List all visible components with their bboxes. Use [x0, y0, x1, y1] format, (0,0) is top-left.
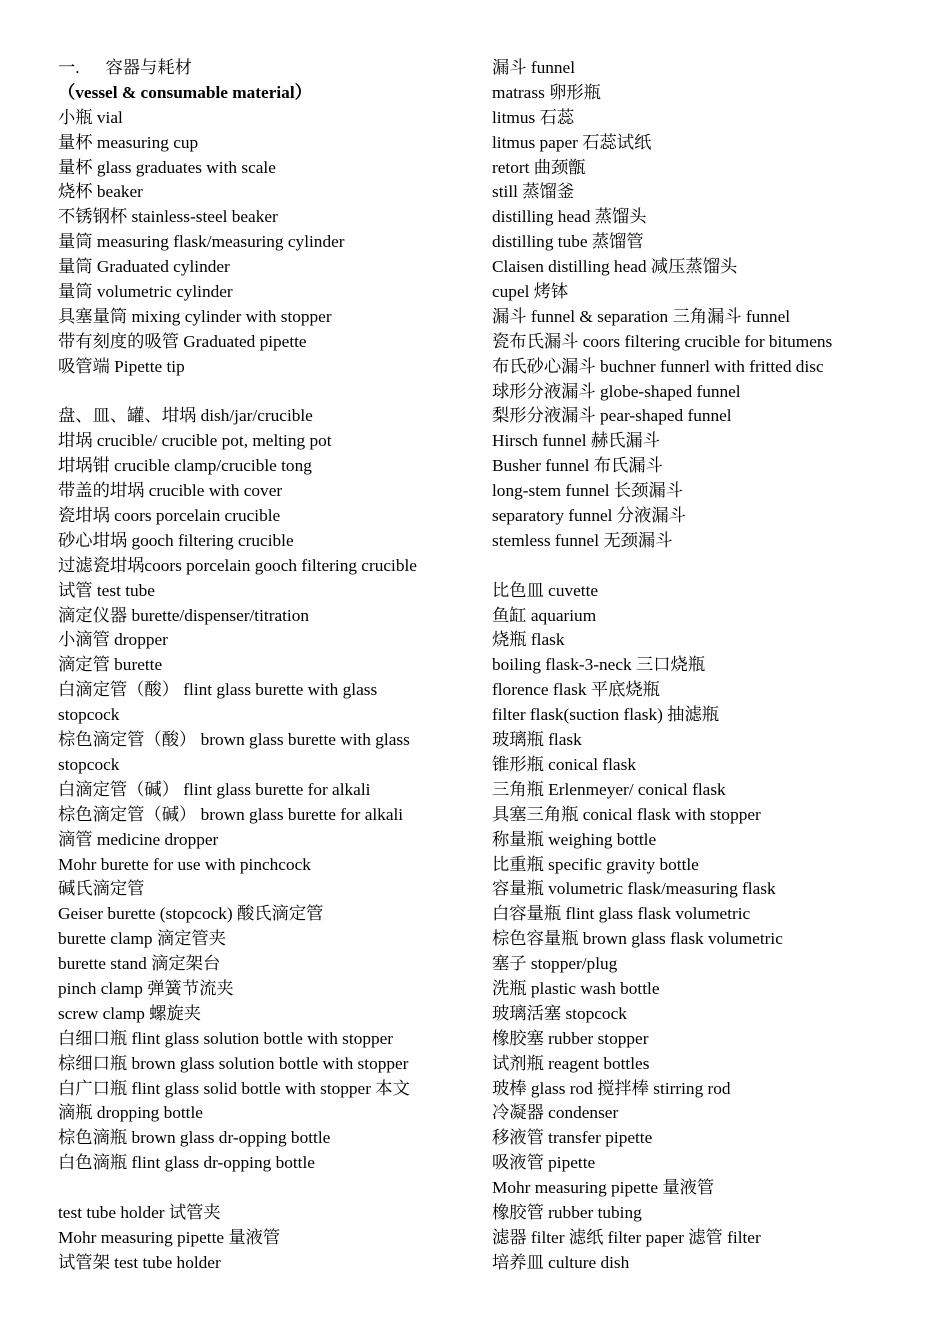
blank-line	[58, 1176, 470, 1201]
glossary-entry: distilling tube 蒸馏管	[492, 232, 644, 252]
glossary-entry: 吸管端 Pipette tip	[58, 356, 185, 376]
glossary-entry: 塞子 stopper/plug	[492, 954, 618, 974]
glossary-entry: filter flask(suction flask) 抽滤瓶	[492, 705, 720, 725]
glossary-entry: 盘、皿、罐、坩埚 dish/jar/crucible	[58, 406, 313, 426]
glossary-entry: 带盖的坩埚 crucible with cover	[58, 481, 283, 501]
glossary-entry: 球形分液漏斗 globe-shaped funnel	[492, 381, 741, 401]
glossary-entry: Hirsch funnel 赫氏漏斗	[492, 431, 660, 451]
glossary-entry: 玻璃瓶 flask	[492, 730, 582, 750]
glossary-entry: 小瓶 vial	[58, 107, 123, 127]
glossary-entry: long-stem funnel 长颈漏斗	[492, 481, 684, 501]
glossary-entry: 烧杯 beaker	[58, 182, 143, 202]
glossary-entry: 试管 test tube	[58, 580, 155, 600]
glossary-entry: pinch clamp 弹簧节流夹	[58, 978, 234, 998]
glossary-entry: screw clamp 螺旋夹	[58, 1003, 202, 1023]
glossary-entry: 棕细口瓶 brown glass solution bottle with stopper	[58, 1053, 409, 1073]
glossary-entry: retort 曲颈甑	[492, 157, 586, 177]
glossary-entry: 白滴定管（酸） flint glass burette with glass	[58, 680, 378, 700]
glossary-entry: 量杯 glass graduates with scale	[58, 157, 276, 177]
glossary-entry: 量杯 measuring cup	[58, 132, 199, 152]
glossary-entry: 玻璃活塞 stopcock	[492, 1003, 627, 1023]
glossary-entry: 梨形分液漏斗 pear-shaped funnel	[492, 406, 732, 426]
glossary-entry: Mohr burette for use with pinchcock	[58, 854, 311, 874]
glossary-entry: 漏斗 funnel	[492, 58, 576, 77]
glossary-entry: 棕色容量瓶 brown glass flask volumetric	[492, 929, 783, 949]
glossary-entry: 量筒 volumetric cylinder	[58, 282, 233, 302]
glossary-entry: Mohr measuring pipette 量液管	[58, 1227, 281, 1247]
blank-line	[492, 554, 937, 579]
glossary-entry: boiling flask-3-neck 三口烧瓶	[492, 655, 706, 675]
glossary-entry: 白色滴瓶 flint glass dr-opping bottle	[58, 1153, 315, 1173]
glossary-entry: 布氏砂心漏斗 buchner funnerl with fritted disc	[492, 356, 824, 376]
glossary-entry: Busher funnel 布氏漏斗	[492, 456, 663, 476]
blank-line	[58, 380, 470, 405]
glossary-entry: 碱氏滴定管	[58, 879, 145, 899]
glossary-entry: Geiser burette (stopcock) 酸氏滴定管	[58, 904, 324, 924]
glossary-entry: burette clamp 滴定管夹	[58, 929, 226, 949]
glossary-entry: 坩埚钳 crucible clamp/crucible tong	[58, 456, 312, 476]
glossary-entry: 橡胶塞 rubber stopper	[492, 1028, 649, 1048]
glossary-entry: 滴定管 burette	[58, 655, 163, 675]
glossary-entry: 白容量瓶 flint glass flask volumetric	[492, 904, 751, 924]
glossary-entry: 称量瓶 weighing bottle	[492, 829, 657, 849]
glossary-entry: florence flask 平底烧瓶	[492, 680, 660, 700]
glossary-entry: 锥形瓶 conical flask	[492, 754, 636, 774]
glossary-entry: 试管架 test tube holder	[58, 1252, 221, 1272]
glossary-entry: 砂心坩埚 gooch filtering crucible	[58, 530, 294, 550]
glossary-entry: still 蒸馏釜	[492, 182, 575, 202]
glossary-entry: Mohr measuring pipette 量液管	[492, 1178, 715, 1198]
glossary-entry: 白细口瓶 flint glass solution bottle with stopper	[58, 1028, 394, 1048]
glossary-entry: 白广口瓶 flint glass solid bottle with stopper 本文	[58, 1078, 410, 1098]
glossary-entry: 滴管 medicine dropper	[58, 829, 219, 849]
glossary-entry: 量筒 Graduated cylinder	[58, 257, 230, 277]
glossary-entry: （vessel & consumable material）	[58, 82, 312, 102]
glossary-entry: 瓷布氏漏斗 coors filtering crucible for bitumens	[492, 331, 833, 351]
glossary-entry: 移液管 transfer pipette	[492, 1128, 653, 1148]
glossary-entry: stemless funnel 无颈漏斗	[492, 530, 673, 550]
glossary-entry: litmus paper 石蕊试纸	[492, 132, 652, 152]
glossary-entry: distilling head 蒸馏头	[492, 207, 647, 227]
glossary-entry: 坩埚 crucible/ crucible pot, melting pot	[58, 431, 332, 451]
glossary-entry: 鱼缸 aquarium	[492, 605, 597, 625]
glossary-entry: 棕色滴定管（碱） brown glass burette for alkali	[58, 804, 404, 824]
glossary-entry: 吸液管 pipette	[492, 1153, 596, 1173]
glossary-entry: separatory funnel 分液漏斗	[492, 506, 686, 526]
glossary-entry: 试剂瓶 reagent bottles	[492, 1053, 650, 1073]
glossary-entry: 具塞三角瓶 conical flask with stopper	[492, 804, 761, 824]
glossary-entry: 冷凝器 condenser	[492, 1103, 619, 1123]
glossary-entry: 量筒 measuring flask/measuring cylinder	[58, 232, 345, 252]
glossary-entry: 小滴管 dropper	[58, 630, 168, 650]
glossary-entry: 滴定仪器 burette/dispenser/titration	[58, 605, 310, 625]
glossary-entry: 漏斗 funnel & separation 三角漏斗 funnel	[492, 306, 791, 326]
left-column	[58, 56, 470, 1276]
glossary-entry: 滴瓶 dropping bottle	[58, 1103, 203, 1123]
glossary-entry: stopcock	[58, 705, 120, 725]
glossary-entry: stopcock	[58, 754, 120, 774]
glossary-entry: 不锈钢杯 stainless-steel beaker	[58, 207, 278, 227]
section-heading: 一. 容器与耗材	[58, 58, 192, 77]
glossary-entry: burette stand 滴定架台	[58, 954, 221, 974]
glossary-entry: 白滴定管（碱） flint glass burette for alkali	[58, 779, 371, 799]
glossary-entry: matrass 卵形瓶	[492, 82, 601, 102]
glossary-entry: 培养皿 culture dish	[492, 1252, 630, 1272]
glossary-entry: Claisen distilling head 减压蒸馏头	[492, 257, 738, 277]
glossary-entry: test tube holder 试管夹	[58, 1202, 221, 1222]
glossary-entry: 带有刻度的吸管 Graduated pipette	[58, 331, 307, 351]
glossary-entry: 三角瓶 Erlenmeyer/ conical flask	[492, 779, 726, 799]
glossary-entry: 滤器 filter 滤纸 filter paper 滤管 filter	[492, 1227, 761, 1247]
glossary-entry: 烧瓶 flask	[492, 630, 565, 650]
glossary-entry: 比重瓶 specific gravity bottle	[492, 854, 699, 874]
glossary-entry: 具塞量筒 mixing cylinder with stopper	[58, 306, 332, 326]
glossary-entry: 洗瓶 plastic wash bottle	[492, 978, 660, 998]
glossary-entry: cupel 烤钵	[492, 282, 569, 302]
glossary-entry: litmus 石蕊	[492, 107, 575, 127]
glossary-entry: 橡胶管 rubber tubing	[492, 1202, 642, 1222]
glossary-entry: 玻棒 glass rod 搅拌棒 stirring rod	[492, 1078, 731, 1098]
glossary-entry: 棕色滴瓶 brown glass dr-opping bottle	[58, 1128, 331, 1148]
glossary-entry: 棕色滴定管（酸） brown glass burette with glass	[58, 730, 410, 750]
right-column	[492, 56, 937, 1276]
glossary-entry: 容量瓶 volumetric flask/measuring flask	[492, 879, 776, 899]
glossary-entry: 比色皿 cuvette	[492, 580, 599, 600]
glossary-entry: 瓷坩埚 coors porcelain crucible	[58, 506, 281, 526]
glossary-entry: 过滤瓷坩埚coors porcelain gooch filtering crucible	[58, 555, 417, 575]
